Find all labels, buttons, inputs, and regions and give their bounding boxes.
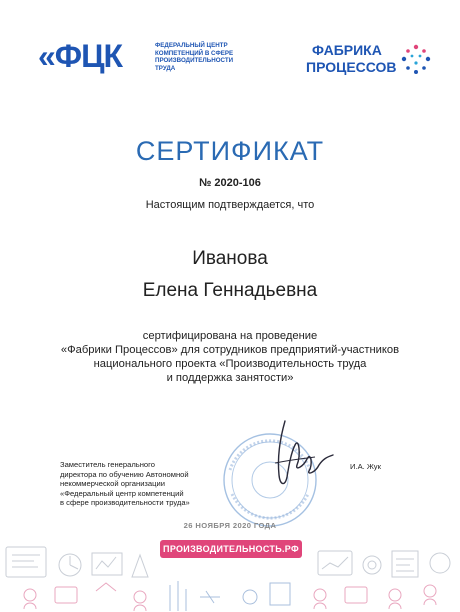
website-link[interactable]: ПРОИЗВОДИТЕЛЬНОСТЬ.РФ <box>160 540 302 558</box>
fp-logo-line1: ФАБРИКА <box>312 42 382 58</box>
recipient-firstname: Елена Геннадьевна <box>142 280 318 301</box>
confirmation-text: Настоящим подтверждается, что <box>145 199 315 211</box>
fp-logo-line2: ПРОЦЕССОВ <box>306 59 397 75</box>
signer-line: директора по обучению Автономной <box>60 469 189 479</box>
certificate-body <box>30 329 430 385</box>
signer-line: в сфере производительности труда» <box>60 498 190 508</box>
certificate-number: № 2020-106 <box>199 177 261 189</box>
body-line: и поддержка занятости» <box>166 372 294 384</box>
fck-logo-text-line: КОМПЕТЕНЦИЙ В СФЕРЕ <box>155 49 234 57</box>
handwritten-signature <box>255 415 345 495</box>
fck-logo-mark: «ФЦК <box>38 38 123 74</box>
fck-logo-text-line: ПРОИЗВОДИТЕЛЬНОСТИ <box>155 57 234 65</box>
signer-line: Заместитель генерального <box>60 460 155 469</box>
fp-people-icon <box>398 42 434 78</box>
recipient-surname: Иванова <box>192 248 268 269</box>
signer-line: некоммерческой организации <box>60 479 165 489</box>
fabrika-processov-logo <box>300 42 440 82</box>
fck-logo-text-line: ФЕДЕРАЛЬНЫЙ ЦЕНТР <box>155 42 228 49</box>
fck-logo-text-line: ТРУДА <box>155 64 176 72</box>
signer-position <box>60 460 220 508</box>
signer-name: И.А. Жук <box>350 462 381 471</box>
fck-logo-text <box>155 42 245 72</box>
signer-line: «Федеральный центр компетенций <box>60 488 184 498</box>
certificate-title: СЕРТИФИКАТ <box>135 136 325 166</box>
body-line: «Фабрики Процессов» для сотрудников предприятий-участников <box>60 344 400 356</box>
footer-illustration <box>0 525 460 612</box>
body-line: национального проекта «Производительность труда <box>93 358 367 370</box>
fck-logo <box>38 38 238 78</box>
issue-date: 26 НОЯБРЯ 2020 ГОДА <box>183 521 277 530</box>
body-line: сертифицирована на проведение <box>142 330 318 342</box>
